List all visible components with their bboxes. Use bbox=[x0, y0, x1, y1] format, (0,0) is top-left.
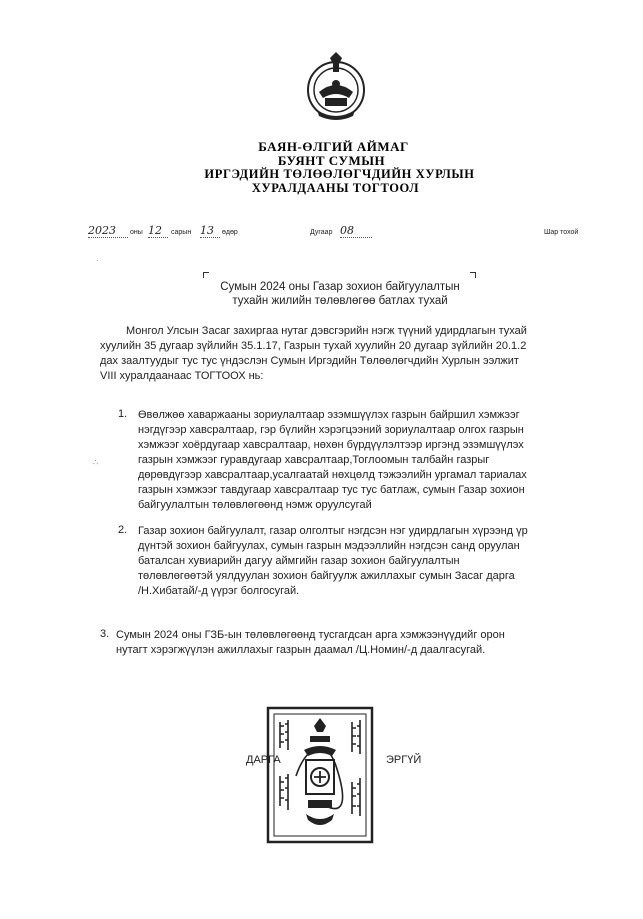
subject-line-2: тухайн жилийн төлөвлөгөө батлах тухай bbox=[232, 295, 448, 307]
list-item-number: 3. bbox=[100, 628, 110, 640]
header-doc-type: ХУРАЛДААНЫ ТОГТООЛ bbox=[251, 181, 420, 195]
list-item-line: баталсан хувиарийн дагуу аймгийн газар зохион байгуулалтын bbox=[138, 555, 460, 567]
list-item-line: газрын хэмжээг гуравдугаар хавсралтаар,Тоглоомын талбайн газрыг bbox=[138, 454, 490, 466]
list-item-line: байгуулалтын төлөвлөгөөнд нэмж оруулсугай bbox=[138, 499, 372, 511]
header-khural: ИРГЭДИЙН ТӨЛӨӨЛӨГЧДИЙН ХУРЛЫН bbox=[204, 167, 475, 181]
subject-corner-left bbox=[203, 272, 209, 278]
signature-title-right: ЭРГҮЙ bbox=[386, 754, 422, 766]
list-item-number: 2. bbox=[118, 524, 128, 536]
preamble-line-1: Монгол Улсын Засаг захиргаа нутаг дэвсгэрийн нэгж түүний удирдлагын тухай bbox=[126, 325, 527, 337]
scan-speck: · bbox=[96, 256, 99, 265]
number-label: Дугаар bbox=[310, 229, 333, 236]
header-sum: БУЯНТ СУМЫН bbox=[277, 153, 386, 168]
list-item-line: /Н.Хибатай/-д үүрэг болгосугай. bbox=[138, 585, 300, 597]
list-item-line: дөрөвдүгээр хавсралтаар,усалгаатай нөхцөлд тэжээлийн ургамал тариалах bbox=[138, 469, 527, 481]
date-day-label: өдөр bbox=[222, 229, 238, 236]
scan-speck: ∴ bbox=[93, 458, 99, 467]
list-item-line: Өвөлжөө хаваржааны зориулалтаар эзэмшүүлэх газрын байршил хэмжээг bbox=[138, 409, 520, 421]
preamble-line-4: VIII хуралдаанаас ТОГТООХ нь: bbox=[100, 370, 264, 382]
state-emblem-icon bbox=[303, 52, 369, 124]
subject-line-1: Сумын 2024 оны Газар зохион байгуулалтын bbox=[220, 281, 460, 293]
date-month-label: сарын bbox=[171, 229, 192, 236]
list-item-line: Газар зохион байгуулалт, газар олголтыг нэгдсэн нэг удирдлагын хүрээнд үр bbox=[138, 525, 528, 537]
signature-title-left: ДАРГА bbox=[246, 754, 281, 766]
list-item-line: хэмжээг хоёрдугаар хавсралтаар, нөхөн бүрдүүлэлтээр иргэнд эзэмшүүлэх bbox=[138, 439, 524, 451]
preamble-line-2: хуулийн 35 дугаар зүйлийн 35.1.17, Газрын тухай хуулийн 20 дугаар зүйлийн 20.1.2 bbox=[100, 340, 527, 352]
list-item-line: дүнтэй зохион байгуулах, сумын газрын мэдээллийн нэгдсэн санд оруулан bbox=[138, 540, 520, 552]
list-item-number: 1. bbox=[118, 408, 128, 420]
preamble-line-3: дах заалтуудыг тус тус үндэслэн Сумын Иргэдийн Төлөөлөгчдийн Хурлын ээлжит bbox=[100, 355, 519, 367]
date-year-label: оны bbox=[130, 229, 143, 236]
header-aimag: БАЯН-ӨЛГИЙ АЙМАГ bbox=[258, 139, 409, 154]
list-item-line: Сумын 2024 оны ГЗБ-ын төлөвлөгөөнд тусгагдсан арга хэмжээнүүдийг орон bbox=[116, 629, 505, 641]
list-item-line: газрын хэмжээг тавдугаар хавсралтаар тус тус батлаж, сумын Газар зохион bbox=[138, 484, 525, 496]
date-year: 2023 bbox=[88, 224, 128, 238]
list-item-line: нэгдүгээр хавсралтаар, гэр бүлийн хэрэгцээний зориулалтаар олгох газрын bbox=[138, 424, 524, 436]
number-value: 08 bbox=[340, 224, 372, 238]
official-seal-icon bbox=[266, 706, 374, 844]
date-month: 12 bbox=[148, 224, 168, 238]
subject-corner-right bbox=[470, 272, 476, 278]
list-item-line: төлөвлөгөөтэй уялдуулан зохион байгуулж ажиллахыг сумын Засаг дарга bbox=[138, 570, 515, 582]
list-item-line: нутагт хэрэгжүүлэн ажиллахыг газрын даамал /Ц.Номин/-д даалгасугай. bbox=[116, 644, 486, 656]
date-day: 13 bbox=[200, 224, 220, 238]
place-label: Шар тохой bbox=[544, 229, 579, 236]
